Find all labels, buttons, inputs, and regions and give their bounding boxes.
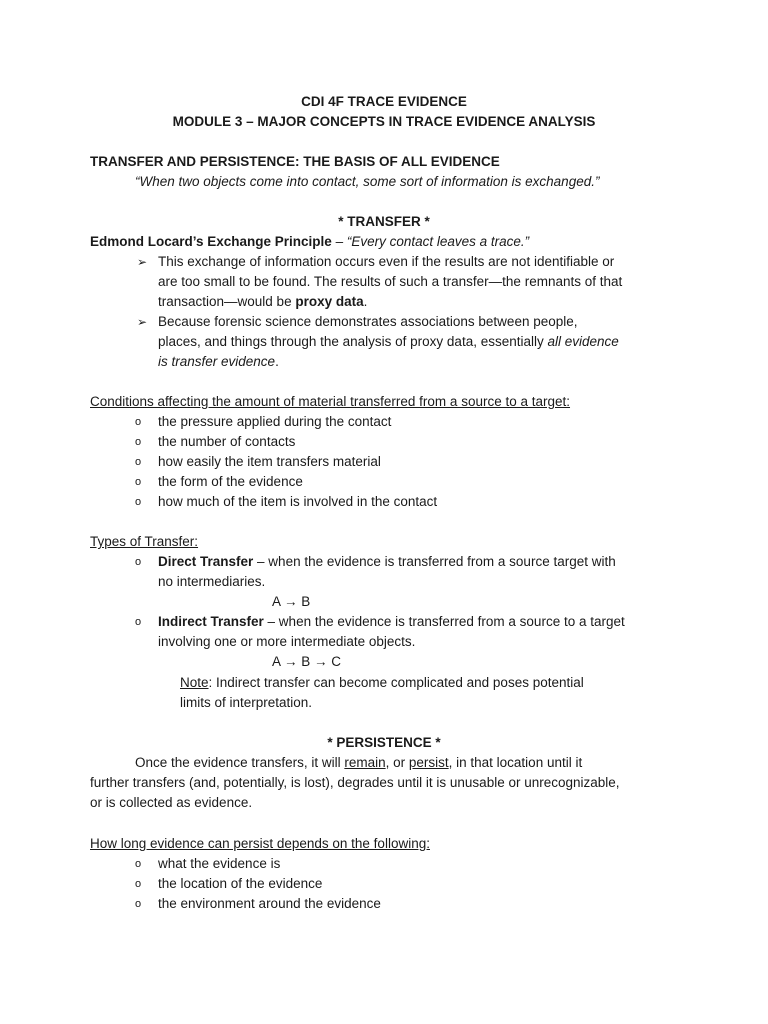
circle-bullet-icon: o — [135, 496, 142, 508]
arrow2-line2-pre: places, and things through the analysis of proxy data, essentially — [158, 334, 548, 349]
section-quote: “When two objects come into contact, some sort of information is exchanged.” — [135, 174, 600, 189]
arrow2-line2 — [158, 333, 619, 351]
types-heading: Types of Transfer: — [90, 534, 199, 549]
arrow2-line3-post: . — [275, 354, 279, 369]
arrow1-line3-pre: transaction—would be — [158, 294, 296, 309]
persist-factors-heading: How long evidence can persist depends on the following: — [90, 836, 430, 851]
note-label: Note — [180, 675, 209, 690]
persist-factor-item: the location of the evidence — [158, 876, 323, 891]
indirect-transfer-line2: involving one or more intermediate objects. — [158, 634, 416, 649]
locard-quote: “Every contact leaves a trace.” — [346, 234, 530, 249]
circle-bullet-icon: o — [135, 878, 142, 890]
arrow2-line3 — [158, 353, 279, 371]
persistence-para-line2: further transfers (and, potentially, is lost), degrades until it is unusable or unrecognizable, — [90, 775, 620, 790]
note-line2: limits of interpretation. — [180, 695, 313, 710]
persistence-text-b: , or — [385, 755, 409, 770]
indirect-transfer-formula: A → B → C — [272, 654, 342, 669]
module-title: MODULE 3 – MAJOR CONCEPTS IN TRACE EVIDENCE ANALYSIS — [172, 114, 596, 129]
arrow1-line1: This exchange of information occurs even if the results are not identifiable or — [158, 254, 615, 269]
condition-item: how much of the item is involved in the contact — [158, 494, 438, 509]
locard-principle — [90, 233, 529, 251]
remain-term: remain — [344, 755, 386, 770]
arrow-bullet-icon: ➢ — [137, 315, 148, 329]
persistence-text-a: Once the evidence transfers, it will — [135, 755, 345, 770]
arrow2-line2-ital: all evidence — [547, 334, 619, 349]
locard-name: Edmond Locard’s Exchange Principle — [90, 234, 332, 249]
arrow-bullet-icon: ➢ — [137, 255, 148, 269]
circle-bullet-icon: o — [135, 858, 142, 870]
persist-term: persist — [408, 755, 449, 770]
circle-bullet-icon: o — [135, 476, 142, 488]
indirect-transfer-def: – when the evidence is transferred from a source to a target — [263, 614, 625, 629]
course-title: CDI 4F TRACE EVIDENCE — [301, 94, 467, 109]
persistence-para-line1 — [135, 754, 582, 772]
direct-transfer-line1 — [158, 553, 616, 571]
transfer-heading: * TRANSFER * — [338, 214, 430, 229]
direct-transfer-formula: A → B — [272, 594, 311, 609]
circle-bullet-icon: o — [135, 616, 142, 628]
circle-bullet-icon: o — [135, 436, 142, 448]
persist-factor-item: what the evidence is — [158, 856, 281, 871]
condition-item: the number of contacts — [158, 434, 296, 449]
indirect-transfer-term: Indirect Transfer — [158, 614, 264, 629]
circle-bullet-icon: o — [135, 556, 142, 568]
conditions-heading: Conditions affecting the amount of material transferred from a source to a target: — [90, 394, 571, 409]
indirect-transfer-line1 — [158, 613, 625, 631]
persist-factor-item: the environment around the evidence — [158, 896, 381, 911]
persistence-para-line3: or is collected as evidence. — [90, 795, 253, 810]
arrow1-line3 — [158, 293, 367, 311]
locard-dash: – — [331, 234, 347, 249]
persistence-heading: * PERSISTENCE * — [327, 735, 441, 750]
circle-bullet-icon: o — [135, 456, 142, 468]
arrow2-line1: Because forensic science demonstrates associations between people, — [158, 314, 578, 329]
direct-transfer-def: – when the evidence is transferred from a source target with — [253, 554, 616, 569]
direct-transfer-line2: no intermediaries. — [158, 574, 266, 589]
proxy-data-term: proxy data — [295, 294, 364, 309]
condition-item: the pressure applied during the contact — [158, 414, 392, 429]
arrow2-line3-ital: is transfer evidence — [158, 354, 276, 369]
circle-bullet-icon: o — [135, 898, 142, 910]
condition-item: the form of the evidence — [158, 474, 303, 489]
note-text: : Indirect transfer can become complicated and poses potential — [208, 675, 584, 690]
section-heading-transfer-persistence: TRANSFER AND PERSISTENCE: THE BASIS OF ALL EVIDENCE — [90, 154, 500, 169]
persistence-text-c: , in that location until it — [448, 755, 583, 770]
note-line1 — [180, 674, 584, 692]
arrow1-line2: are too small to be found. The results of such a transfer—the remnants of that — [158, 274, 623, 289]
direct-transfer-term: Direct Transfer — [158, 554, 254, 569]
circle-bullet-icon: o — [135, 416, 142, 428]
arrow1-line3-post: . — [363, 294, 368, 309]
condition-item: how easily the item transfers material — [158, 454, 381, 469]
